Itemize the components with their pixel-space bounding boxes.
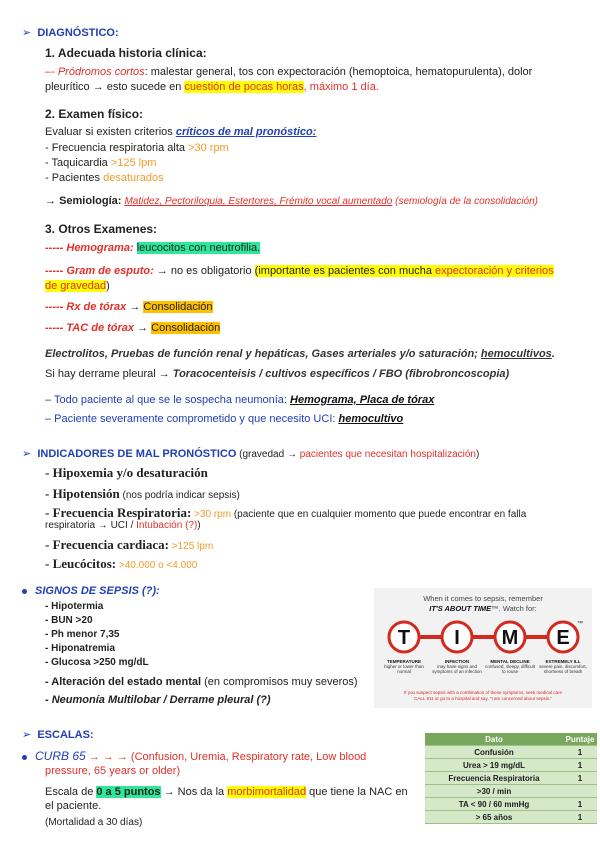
ind-leucocitos: - Leucócitos: >40.000 o <4.000 <box>45 556 198 571</box>
time-letter-i: I <box>454 627 460 649</box>
hemograma-line: ----- Hemograma: leucocitos con neutrofilia. <box>45 242 261 254</box>
table-row <box>425 772 597 785</box>
time-letter-e: E <box>556 627 570 649</box>
sepsis-multilobar: - Neumonía Multilobar / Derrame pleural (?) <box>45 694 271 706</box>
section-1-title: 1. Adecuada historia clínica: <box>45 46 207 60</box>
time-footer-1: If you suspect sepsis with a combination of these symptoms, seek medical care <box>403 690 563 695</box>
sepsis-item-hipotermia: - Hipotermia <box>45 601 104 612</box>
bullet-icon <box>22 589 27 594</box>
diagnostico-heading: ➢ DIAGNÓSTICO: <box>22 27 119 39</box>
cell-dato: Urea > 19 mg/dL <box>425 759 563 772</box>
sepsis-heading: SIGNOS DE SEPSIS (?): <box>22 585 160 599</box>
cell-dato: Confusión <box>425 746 563 759</box>
time-trademark: ™ <box>577 621 583 627</box>
column-header-dato: Dato <box>425 733 563 746</box>
time-label-temperature: TEMPERATURE higher or lower than normal <box>384 659 424 674</box>
ind-hipotension: - Hipotensión (nos podría indicar sepsis) <box>45 486 240 501</box>
section-3-title: 3. Otros Examenes: <box>45 222 158 236</box>
cell-score: 1 <box>563 798 597 811</box>
escalas-heading: ➢ ESCALAS: <box>22 729 94 741</box>
time-line-1: When it comes to sepsis, remember <box>423 594 543 603</box>
table-header-row <box>425 733 597 746</box>
arrow-right-icon: ➢ <box>22 729 32 741</box>
ind-fc: - Frecuencia cardiaca: >125 lpm <box>45 537 214 552</box>
pleuritico-line: pleurítico → esto sucede en cuestión de pocas horas, máximo 1 día. <box>45 81 379 93</box>
arrow-right-icon: ➢ <box>22 448 32 460</box>
cell-score: 1 <box>563 746 597 759</box>
time-label-extremely-ill: EXTREMELY ILL severe pain, discomfort, shortness of breath <box>539 659 587 674</box>
criterio-taquicardia: - Taquicardia >125 lpm <box>45 157 157 169</box>
table-row <box>425 746 597 759</box>
mal-pronostico-heading: ➢ INDICADORES DE MAL PRONÓSTICO (gravedad → pacientes que necesitan hospitalización) <box>22 448 480 460</box>
time-letter-t: T <box>397 627 411 649</box>
time-line-2: IT'S ABOUT TIME™. Watch for: <box>429 604 537 613</box>
semiologia-line: → Semiología: Matidez, Pectoriloquia, Estertores, Frémito vocal aumentado (semiología de la consolidación) <box>45 195 539 207</box>
time-footer-2: CALL 911 or go to a hospital and say, "I am concerned about sepsis." <box>414 696 552 701</box>
cell-score <box>563 785 597 798</box>
gram-line-2: de gravedad) <box>45 280 110 292</box>
ind-fr-note: respiratoria → UCI / Intubación (?)) <box>45 520 201 531</box>
time-label-mental: MENTAL DECLINE confused, sleepy, difficult to rouse <box>485 659 535 674</box>
cell-score: 1 <box>563 772 597 785</box>
criterios-line: Evaluar si existen criterios críticos de mal pronóstico: <box>45 126 317 138</box>
time-letters-graphic <box>374 616 592 658</box>
sepsis-item-glucosa: - Glucosa >250 mg/dL <box>45 657 149 668</box>
derrame-line: Si hay derrame pleural → Toracocenteisis / cultivos específicos / FBO (fibrobroncoscopia) <box>45 368 510 380</box>
electrolitos-line: Electrolitos, Pruebas de función renal y hepáticas, Gases arteriales y/o saturación; hemocultivos. <box>45 348 555 360</box>
criterio-desaturados: - Pacientes desaturados <box>45 172 164 184</box>
sepsis-item-ph: - Ph menor 7,35 <box>45 629 120 640</box>
rx-line: ----- Rx de tórax → Consolidación <box>45 301 213 313</box>
gram-line: ----- Gram de esputo: → no es obligatorio (importante es pacientes con mucha expectoración y criterios <box>45 265 554 277</box>
todo-paciente-line: – Todo paciente al que se le sospecha neumonía: Hemograma, Placa de tórax <box>45 394 435 406</box>
sepsis-mental: - Alteración del estado mental (en compromisos muy severos) <box>45 676 358 688</box>
mortalidad-note: (Mortalidad a 30 días) <box>45 817 143 828</box>
column-header-puntaje: Puntaje <box>563 733 597 746</box>
paciente-grave-line: – Paciente severamente comprometido y que necesito UCI: hemocultivo <box>45 413 404 425</box>
table-row <box>425 785 597 798</box>
arrow-right-icon: ➢ <box>22 27 32 39</box>
escala-line-2: el paciente. <box>45 800 102 812</box>
time-letter-m: M <box>501 627 519 649</box>
curb65-table <box>425 733 597 824</box>
sepsis-time-infographic <box>374 588 592 708</box>
ind-hipoxemia: - Hipoxemia y/o desaturación <box>45 465 208 480</box>
cell-dato: > 65 años <box>425 811 563 824</box>
time-label-infection: INFECTION may have signs and symptoms of an infection <box>432 659 482 674</box>
sepsis-item-bun: - BUN >20 <box>45 615 93 626</box>
curb-line: CURB 65 → → → (Confusion, Uremia, Respiratory rate, Low blood <box>22 749 366 765</box>
criterio-fr: - Frecuencia respiratoria alta >30 rpm <box>45 142 229 154</box>
ind-fr: - Frecuencia Respiratoria: >30 rpm (paciente que en cualquier momento que puede encontrar en falla <box>45 505 527 520</box>
cell-dato: Frecuencia Respiratoria <box>425 772 563 785</box>
cell-dato: >30 / min <box>425 785 563 798</box>
tac-line: ----- TAC de tórax → Consolidación <box>45 322 221 334</box>
sepsis-item-hiponatremia: - Hiponatremia <box>45 643 116 654</box>
section-2-title: 2. Examen físico: <box>45 107 144 121</box>
cell-dato: TA < 90 / 60 mmHg <box>425 798 563 811</box>
bullet-icon <box>22 755 27 760</box>
curb-desc-2: pressure, 65 years or older) <box>45 765 181 777</box>
escala-line: Escala de 0 a 5 puntos → Nos da la morbimortalidad que tiene la NAC en <box>45 786 408 798</box>
table-row <box>425 759 597 772</box>
cell-score: 1 <box>563 811 597 824</box>
table-row <box>425 798 597 811</box>
cell-score: 1 <box>563 759 597 772</box>
table-row <box>425 811 597 824</box>
prodromos-line: –- Pródromos cortos: malestar general, tos con expectoración (hemoptoica, hematopurulenta), dolor <box>45 66 533 78</box>
